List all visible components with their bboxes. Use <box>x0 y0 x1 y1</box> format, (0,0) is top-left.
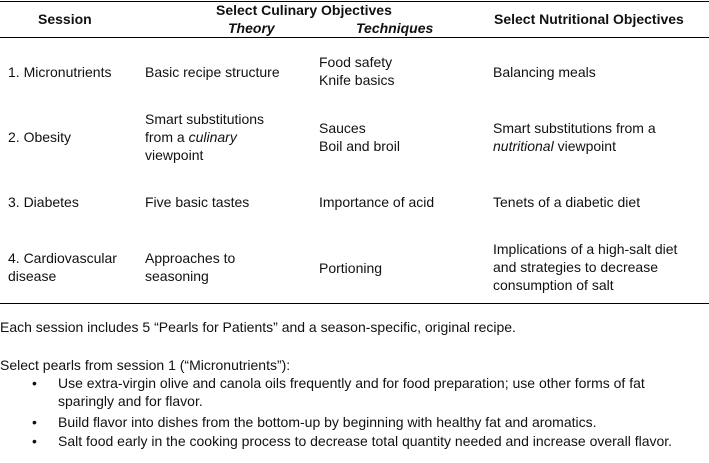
table-row-2-theory: Smart substitutions from a culinary viewpoint <box>145 111 265 163</box>
header-theory: Theory <box>228 20 275 36</box>
header-techniques: Techniques <box>356 20 434 36</box>
table-row-3-techniques: Importance of acid <box>319 194 435 210</box>
table-row-3-theory: Five basic tastes <box>145 194 250 210</box>
table-row-1-techniques: Food safety Knife basics <box>319 54 395 88</box>
list-item-pearl-1: Use extra-virgin olive and canola oils frequently and for food preparation; use other forms of fat sparingly and for flavor. <box>58 375 645 409</box>
bullet-icon: • <box>32 414 37 430</box>
table-row-4-nutritional: Implications of a high-salt diet and strategies to decrease consumption of salt <box>493 241 678 293</box>
table-row-4-session: 4. Cardiovascular disease <box>8 250 117 284</box>
list-item-pearl-2: Build flavor into dishes from the bottom-up by beginning with healthy fat and aromatics. <box>58 414 597 430</box>
table-row-1-nutritional: Balancing meals <box>493 64 596 80</box>
session-note: Each session includes 5 “Pearls for Patients” and a season-specific, original recipe. <box>0 319 516 335</box>
table-row-4-theory: Approaches to seasoning <box>145 250 236 284</box>
header-culinary-objectives: Select Culinary Objectives <box>216 2 392 18</box>
table-row-1-theory: Basic recipe structure <box>145 64 280 80</box>
table-header-rule <box>0 37 709 38</box>
table-row-2-techniques: Sauces Boil and broil <box>319 120 400 154</box>
header-session: Session <box>38 11 92 27</box>
pearls-intro: Select pearls from session 1 (“Micronutrients”): <box>0 357 291 373</box>
table-row-3-session: 3. Diabetes <box>8 194 79 210</box>
list-item-pearl-3: Salt food early in the cooking process to decrease total quantity needed and increase overall flavor. <box>58 433 673 449</box>
bullet-icon: • <box>32 433 37 449</box>
table-row-2-session: 2. Obesity <box>8 129 72 145</box>
table-row-4-techniques: Portioning <box>319 260 383 276</box>
header-nutritional-objectives: Select Nutritional Objectives <box>494 11 684 27</box>
table-row-2-nutritional: Smart substitutions from a nutritional viewpoint <box>493 120 656 154</box>
table-bottom-rule <box>0 303 709 304</box>
table-row-3-nutritional: Tenets of a diabetic diet <box>493 194 641 210</box>
table-row-1-session: 1. Micronutrients <box>8 64 112 80</box>
bullet-icon: • <box>32 375 37 391</box>
